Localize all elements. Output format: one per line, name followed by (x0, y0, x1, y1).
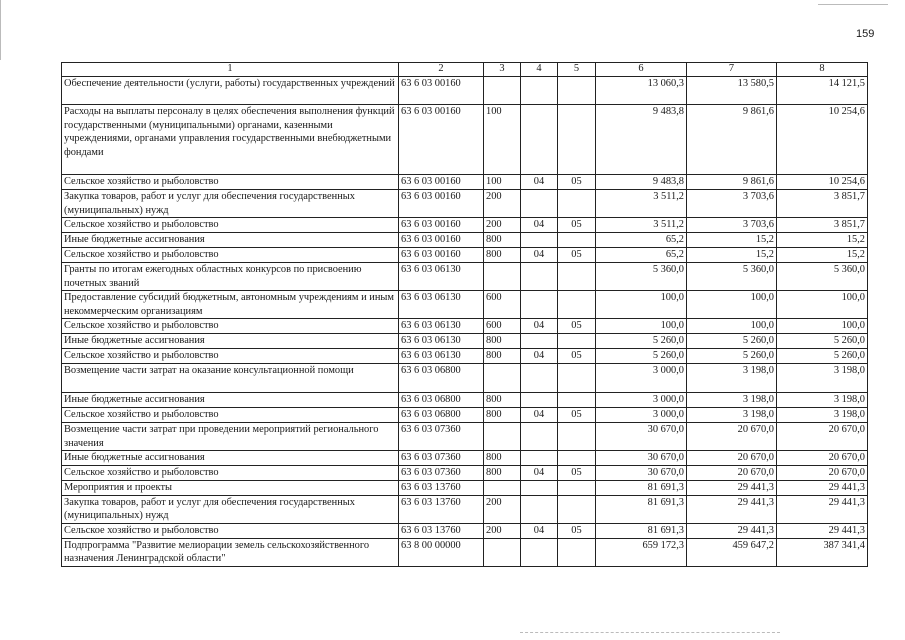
subsection-cell: 05 (558, 349, 596, 364)
row-name-cell: Сельское хозяйство и рыболовство (62, 408, 399, 423)
amount-year2-cell: 29 441,3 (687, 481, 777, 496)
amount-year3-cell: 3 198,0 (777, 364, 868, 393)
amount-year1-cell: 9 483,8 (596, 175, 687, 190)
target-code-cell: 63 6 03 07360 (399, 451, 484, 466)
amount-year2-cell: 3 703,6 (687, 218, 777, 233)
amount-year1-cell: 5 360,0 (596, 263, 687, 291)
table-row (62, 423, 868, 451)
subsection-cell: 05 (558, 248, 596, 263)
amount-year3-cell: 3 851,7 (777, 218, 868, 233)
amount-year1-cell: 9 483,8 (596, 105, 687, 175)
amount-year2-cell: 29 441,3 (687, 523, 777, 538)
table-row (62, 291, 868, 319)
section-cell (521, 538, 558, 566)
amount-year1-cell: 30 670,0 (596, 423, 687, 451)
subsection-cell: 05 (558, 319, 596, 334)
subsection-cell: 05 (558, 523, 596, 538)
subsection-cell (558, 77, 596, 105)
amount-year2-cell: 459 647,2 (687, 538, 777, 566)
expense-type-cell: 200 (484, 190, 521, 218)
row-name-cell: Сельское хозяйство и рыболовство (62, 319, 399, 334)
scan-edge-line (520, 632, 780, 633)
target-code-cell: 63 6 03 06130 (399, 263, 484, 291)
amount-year3-cell: 5 260,0 (777, 349, 868, 364)
amount-year1-cell: 65,2 (596, 233, 687, 248)
expense-type-cell: 200 (484, 218, 521, 233)
target-code-cell: 63 6 03 07360 (399, 466, 484, 481)
section-cell (521, 364, 558, 393)
expense-type-cell: 600 (484, 319, 521, 334)
amount-year2-cell: 15,2 (687, 233, 777, 248)
subsection-cell: 05 (558, 175, 596, 190)
amount-year2-cell: 9 861,6 (687, 175, 777, 190)
amount-year2-cell: 20 670,0 (687, 451, 777, 466)
target-code-cell: 63 6 03 00160 (399, 248, 484, 263)
section-cell: 04 (521, 408, 558, 423)
expense-type-cell: 800 (484, 248, 521, 263)
amount-year1-cell: 81 691,3 (596, 523, 687, 538)
amount-year3-cell: 29 441,3 (777, 481, 868, 496)
target-code-cell: 63 6 03 00160 (399, 77, 484, 105)
scan-edge-line (0, 0, 1, 60)
expense-type-cell: 200 (484, 495, 521, 523)
amount-year3-cell: 5 260,0 (777, 334, 868, 349)
table-row (62, 190, 868, 218)
column-header: 4 (521, 63, 558, 77)
row-name-cell: Сельское хозяйство и рыболовство (62, 349, 399, 364)
amount-year1-cell: 81 691,3 (596, 481, 687, 496)
row-name-cell: Возмещение части затрат на оказание консультационной помощи (62, 364, 399, 393)
table-body (62, 63, 868, 567)
column-header: 2 (399, 63, 484, 77)
row-name-cell: Предоставление субсидий бюджетным, автономным учреждениям и иным некоммерческим организациям (62, 291, 399, 319)
row-name-cell: Сельское хозяйство и рыболовство (62, 175, 399, 190)
target-code-cell: 63 6 03 13760 (399, 481, 484, 496)
target-code-cell: 63 6 03 06130 (399, 349, 484, 364)
amount-year3-cell: 15,2 (777, 248, 868, 263)
target-code-cell: 63 6 03 06800 (399, 408, 484, 423)
amount-year2-cell: 5 260,0 (687, 349, 777, 364)
amount-year1-cell: 30 670,0 (596, 451, 687, 466)
budget-table (61, 62, 868, 567)
target-code-cell: 63 6 03 06130 (399, 334, 484, 349)
amount-year3-cell: 100,0 (777, 319, 868, 334)
amount-year1-cell: 3 000,0 (596, 408, 687, 423)
amount-year2-cell: 20 670,0 (687, 466, 777, 481)
subsection-cell (558, 105, 596, 175)
section-cell (521, 77, 558, 105)
subsection-cell (558, 423, 596, 451)
amount-year3-cell: 387 341,4 (777, 538, 868, 566)
section-cell (521, 190, 558, 218)
row-name-cell: Сельское хозяйство и рыболовство (62, 466, 399, 481)
subsection-cell (558, 291, 596, 319)
section-cell (521, 495, 558, 523)
subsection-cell (558, 481, 596, 496)
row-name-cell: Возмещение части затрат при проведении мероприятий регионального значения (62, 423, 399, 451)
amount-year3-cell: 3 198,0 (777, 393, 868, 408)
column-header: 6 (596, 63, 687, 77)
expense-type-cell: 200 (484, 523, 521, 538)
table-row (62, 408, 868, 423)
subsection-cell (558, 364, 596, 393)
amount-year3-cell: 100,0 (777, 291, 868, 319)
amount-year3-cell: 20 670,0 (777, 466, 868, 481)
section-cell (521, 393, 558, 408)
table-row (62, 334, 868, 349)
subsection-cell: 05 (558, 408, 596, 423)
amount-year2-cell: 100,0 (687, 319, 777, 334)
amount-year3-cell: 3 851,7 (777, 190, 868, 218)
column-header: 5 (558, 63, 596, 77)
amount-year2-cell: 20 670,0 (687, 423, 777, 451)
row-name-cell: Иные бюджетные ассигнования (62, 393, 399, 408)
target-code-cell: 63 6 03 00160 (399, 218, 484, 233)
row-name-cell: Подпрограмма "Развитие мелиорации земель сельскохозяйственного назначения Ленинградской области" (62, 538, 399, 566)
target-code-cell: 63 6 03 00160 (399, 105, 484, 175)
subsection-cell (558, 190, 596, 218)
expense-type-cell: 800 (484, 349, 521, 364)
target-code-cell: 63 6 03 06130 (399, 319, 484, 334)
row-name-cell: Мероприятия и проекты (62, 481, 399, 496)
amount-year1-cell: 30 670,0 (596, 466, 687, 481)
expense-type-cell (484, 538, 521, 566)
scan-edge-line (818, 4, 888, 5)
subsection-cell (558, 233, 596, 248)
expense-type-cell (484, 263, 521, 291)
section-cell (521, 105, 558, 175)
amount-year1-cell: 5 260,0 (596, 334, 687, 349)
amount-year1-cell: 100,0 (596, 319, 687, 334)
table-row (62, 175, 868, 190)
amount-year1-cell: 13 060,3 (596, 77, 687, 105)
section-cell (521, 334, 558, 349)
amount-year2-cell: 3 198,0 (687, 408, 777, 423)
table-row (62, 393, 868, 408)
column-header: 1 (62, 63, 399, 77)
amount-year3-cell: 10 254,6 (777, 105, 868, 175)
table-row (62, 451, 868, 466)
expense-type-cell: 800 (484, 466, 521, 481)
amount-year1-cell: 3 511,2 (596, 190, 687, 218)
amount-year1-cell: 5 260,0 (596, 349, 687, 364)
amount-year3-cell: 29 441,3 (777, 495, 868, 523)
subsection-cell (558, 334, 596, 349)
row-name-cell: Закупка товаров, работ и услуг для обеспечения государственных (муниципальных) нужд (62, 495, 399, 523)
amount-year2-cell: 13 580,5 (687, 77, 777, 105)
amount-year1-cell: 659 172,3 (596, 538, 687, 566)
target-code-cell: 63 8 00 00000 (399, 538, 484, 566)
row-name-cell: Гранты по итогам ежегодных областных конкурсов по присвоению почетных званий (62, 263, 399, 291)
section-cell: 04 (521, 218, 558, 233)
section-cell (521, 233, 558, 248)
table-row (62, 319, 868, 334)
amount-year3-cell: 10 254,6 (777, 175, 868, 190)
target-code-cell: 63 6 03 06800 (399, 393, 484, 408)
subsection-cell (558, 538, 596, 566)
row-name-cell: Иные бюджетные ассигнования (62, 451, 399, 466)
target-code-cell: 63 6 03 07360 (399, 423, 484, 451)
expense-type-cell (484, 423, 521, 451)
expense-type-cell (484, 364, 521, 393)
subsection-cell (558, 263, 596, 291)
amount-year2-cell: 3 703,6 (687, 190, 777, 218)
row-name-cell: Сельское хозяйство и рыболовство (62, 523, 399, 538)
expense-type-cell (484, 481, 521, 496)
amount-year3-cell: 20 670,0 (777, 451, 868, 466)
section-cell (521, 291, 558, 319)
row-name-cell: Закупка товаров, работ и услуг для обеспечения государственных (муниципальных) нужд (62, 190, 399, 218)
row-name-cell: Иные бюджетные ассигнования (62, 233, 399, 248)
table-row (62, 105, 868, 175)
table-row (62, 364, 868, 393)
target-code-cell: 63 6 03 00160 (399, 190, 484, 218)
page-number: 159 (856, 28, 875, 40)
table-row (62, 481, 868, 496)
amount-year1-cell: 100,0 (596, 291, 687, 319)
table-row (62, 523, 868, 538)
amount-year1-cell: 3 511,2 (596, 218, 687, 233)
target-code-cell: 63 6 03 06130 (399, 291, 484, 319)
table-row (62, 77, 868, 105)
section-cell (521, 263, 558, 291)
target-code-cell: 63 6 03 00160 (399, 233, 484, 248)
target-code-cell: 63 6 03 13760 (399, 523, 484, 538)
amount-year2-cell: 29 441,3 (687, 495, 777, 523)
column-header: 3 (484, 63, 521, 77)
amount-year2-cell: 100,0 (687, 291, 777, 319)
table-row (62, 349, 868, 364)
section-cell (521, 451, 558, 466)
amount-year3-cell: 3 198,0 (777, 408, 868, 423)
amount-year2-cell: 3 198,0 (687, 393, 777, 408)
table-row (62, 466, 868, 481)
column-number-row (62, 63, 868, 77)
section-cell (521, 481, 558, 496)
amount-year1-cell: 81 691,3 (596, 495, 687, 523)
table-row (62, 495, 868, 523)
row-name-cell: Сельское хозяйство и рыболовство (62, 218, 399, 233)
amount-year2-cell: 9 861,6 (687, 105, 777, 175)
expense-type-cell: 100 (484, 105, 521, 175)
subsection-cell: 05 (558, 466, 596, 481)
column-header: 7 (687, 63, 777, 77)
amount-year3-cell: 20 670,0 (777, 423, 868, 451)
table-row (62, 248, 868, 263)
subsection-cell (558, 495, 596, 523)
subsection-cell (558, 393, 596, 408)
row-name-cell: Расходы на выплаты персоналу в целях обеспечения выполнения функций государственными (муниципальными) органами, казенными учреждениями, органами управления государственными внебюджетными фондами (62, 105, 399, 175)
target-code-cell: 63 6 03 00160 (399, 175, 484, 190)
expense-type-cell: 800 (484, 393, 521, 408)
amount-year2-cell: 5 360,0 (687, 263, 777, 291)
section-cell: 04 (521, 523, 558, 538)
expense-type-cell: 800 (484, 334, 521, 349)
table-row (62, 218, 868, 233)
section-cell (521, 423, 558, 451)
amount-year2-cell: 3 198,0 (687, 364, 777, 393)
subsection-cell (558, 451, 596, 466)
amount-year3-cell: 14 121,5 (777, 77, 868, 105)
expense-type-cell: 800 (484, 233, 521, 248)
target-code-cell: 63 6 03 13760 (399, 495, 484, 523)
amount-year1-cell: 65,2 (596, 248, 687, 263)
expense-type-cell: 100 (484, 175, 521, 190)
table-row (62, 538, 868, 566)
row-name-cell: Иные бюджетные ассигнования (62, 334, 399, 349)
section-cell: 04 (521, 175, 558, 190)
amount-year3-cell: 15,2 (777, 233, 868, 248)
row-name-cell: Сельское хозяйство и рыболовство (62, 248, 399, 263)
subsection-cell: 05 (558, 218, 596, 233)
column-header: 8 (777, 63, 868, 77)
section-cell: 04 (521, 319, 558, 334)
section-cell: 04 (521, 248, 558, 263)
expense-type-cell (484, 77, 521, 105)
amount-year1-cell: 3 000,0 (596, 393, 687, 408)
row-name-cell: Обеспечение деятельности (услуги, работы) государственных учреждений (62, 77, 399, 105)
amount-year2-cell: 5 260,0 (687, 334, 777, 349)
amount-year2-cell: 15,2 (687, 248, 777, 263)
section-cell: 04 (521, 349, 558, 364)
amount-year3-cell: 5 360,0 (777, 263, 868, 291)
table-row (62, 233, 868, 248)
expense-type-cell: 800 (484, 451, 521, 466)
amount-year1-cell: 3 000,0 (596, 364, 687, 393)
amount-year3-cell: 29 441,3 (777, 523, 868, 538)
table-row (62, 263, 868, 291)
target-code-cell: 63 6 03 06800 (399, 364, 484, 393)
expense-type-cell: 600 (484, 291, 521, 319)
section-cell: 04 (521, 466, 558, 481)
expense-type-cell: 800 (484, 408, 521, 423)
